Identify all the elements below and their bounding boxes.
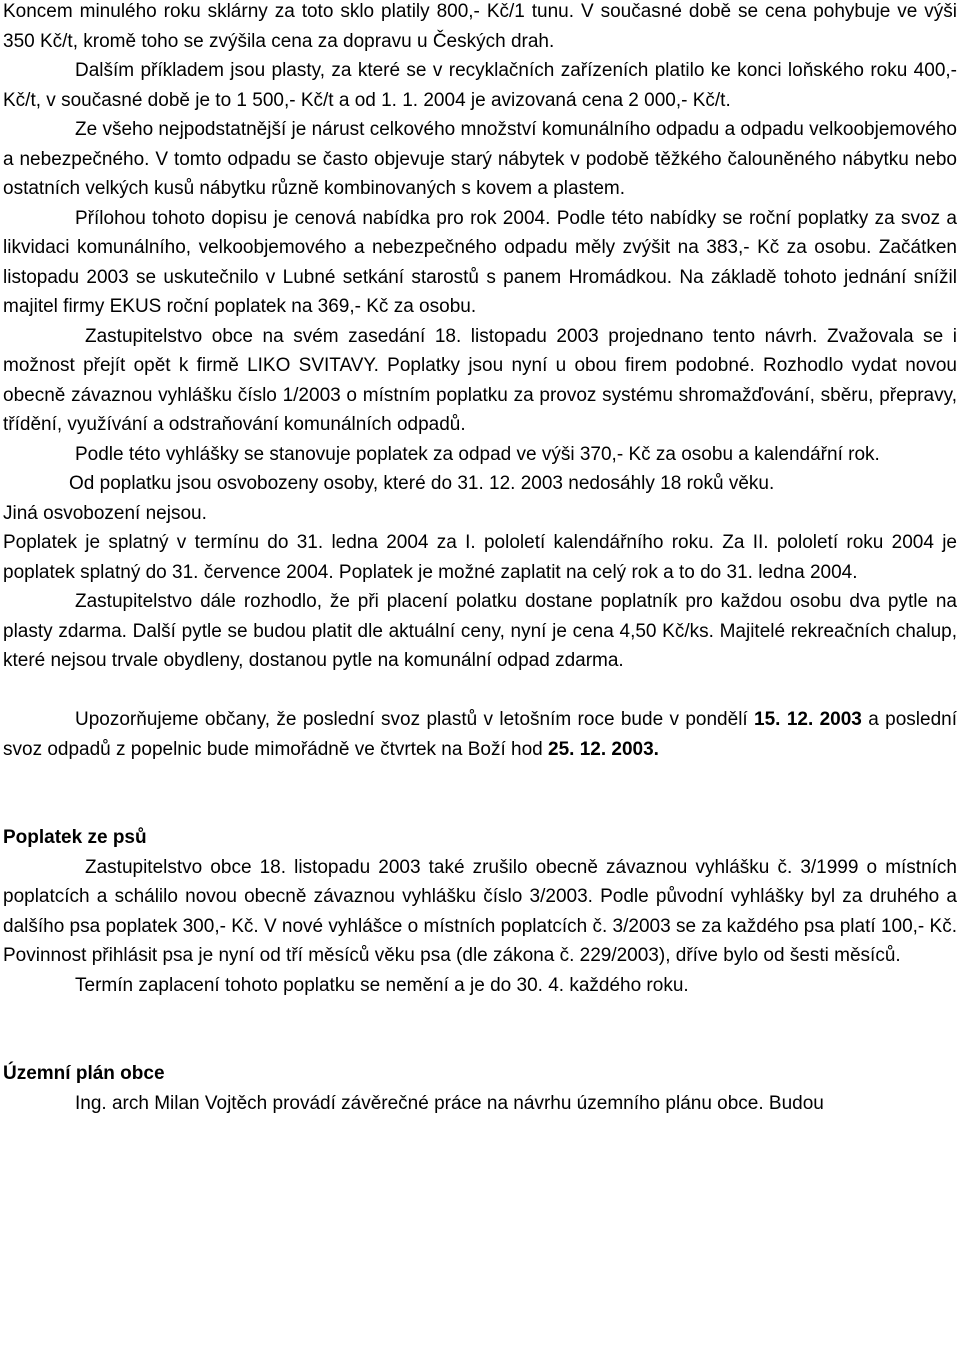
spacer (3, 676, 957, 706)
paragraph-plastic-bags: Zastupitelstvo dále rozhodlo, že při placení polatku dostane poplatník pro každou osobu dva pytle na plasty zdarma. Další pytle se budou platit dle aktuální ceny, nyní je cena 4,50 Kč/ks. Majitelé rekreačních chalup, které nejsou trvale obydleny, dostanou pytle na komunální odpad zdarma. (3, 591, 957, 671)
notice-date-bins: 25. 12. 2003. (548, 738, 659, 760)
paragraph-no-other-exemption: Jiná osvobození nejsou. (3, 502, 207, 524)
notice-text-1: Upozorňujeme občany, že poslední svoz plastů v letošním roce bude v pondělí (75, 709, 755, 730)
paragraph-collection-notice (3, 705, 957, 764)
notice-date-plastics: 15. 12. 2003 (754, 709, 862, 730)
paragraph-payment-terms: Poplatek je splatný v termínu do 31. ledna 2004 za I. pololetí kalendářního roku. Za II. pololetí roku 2004 je poplatek splatný do 31. července 2004. Poplatek je možné zaplatit na celý rok a to do 31. ledna 2004. (3, 532, 957, 583)
heading-dog-fee: Poplatek ze psů (3, 827, 147, 848)
paragraph-dog-fee: Zastupitelstvo obce 18. listopadu 2003 také zrušilo obecně závaznou vyhlášku č. 3/1999 o místních poplatcích a schálilo novou obecně závaznou vyhlášku číslo 3/2003. Podle původní vyhlášky byl za druhého a dalšího psa poplatek 300,- Kč. V nové vyhlášce o místních poplatcích č. 3/2003 se za každého psa platí 100,- Kč. Povinnost přihlásit psa je nyní od tří měsíců věku psa (dle zákona č. 229/2003), dříve bylo od šesti měsíců. (3, 856, 957, 966)
paragraph-glass-price: Koncem minulého roku sklárny za toto sklo platily 800,- Kč/1 tunu. V současné době se cena pohybuje ve výši 350 Kč/t, kromě toho se zvýšila cena za dopravu u Českých drah. (3, 1, 957, 52)
paragraph-exemption: Od poplatku jsou osvobozeny osoby, které do 31. 12. 2003 nedosáhly 18 roků věku. (69, 473, 775, 494)
spacer (3, 1000, 957, 1059)
paragraph-council-decision: Zastupitelstvo obce na svém zasedání 18. listopadu 2003 projednano tento návrh. Zvažovala se i možnost přejít opět k firmě LIKO SVITAVY. Poplatky jsou nyní u obou firem podobné. Rozhodlo vydat novou obecně závaznou vyhlášku číslo 1/2003 o místním poplatku za provoz systému shromažďování, sběru, přepravy, třídění, využívání a odstraňování komunálních odpadů. (3, 325, 957, 435)
paragraph-plastics-price: Dalším příkladem jsou plasty, za které se v recyklačních zařízeních platilo ke konci loňského roku 400,- Kč/t, v současné době je to 1 500,- Kč/t a od 1. 1. 2004 je avizovaná cena 2 000,- Kč/t. (3, 60, 957, 111)
paragraph-zoning-plan: Ing. arch Milan Vojtěch provádí závěrečné práce na návrhu územního plánu obce. Budou (75, 1092, 824, 1114)
paragraph-fee-amount: Podle této vyhlášky se stanovuje poplatek za odpad ve výši 370,- Kč za osobu a kalendářní rok. (75, 443, 880, 465)
spacer (3, 764, 957, 823)
paragraph-dog-fee-deadline: Termín zaplacení tohoto poplatku se nemění a je do 30. 4. každého roku. (75, 974, 689, 996)
notice-text-2: a poslední svoz odpadů z popelnic bude mimořádně ve čtvrtek na Boží hod (3, 709, 957, 760)
document-body (3, 0, 957, 1118)
paragraph-waste-growth: Ze všeho nejpodstatnější je nárust celkového množství komunálního odpadu a odpadu velkoobjemového a nebezpečného. V tomto odpadu se často objevuje starý nábytek v podobě těžkého čalouněného nábytku nebo ostatních velkých kusů nábytku různě kombinovaných s kovem a plastem. (3, 119, 957, 199)
paragraph-price-offer: Přílohou tohoto dopisu je cenová nabídka pro rok 2004. Podle této nabídky se roční poplatky za svoz a likvidaci komunálního, velkoobjemového a nebezpečného odpadu měly zvýšit na 383,- Kč za osobu. Začátken listopadu 2003 se uskutečnilo v Lubné setkání starostů s panem Hromádkou. Na základě tohoto jednání snížil majitel firmy EKUS roční poplatek na 369,- Kč za osobu. (3, 207, 957, 317)
heading-zoning-plan: Územní plán obce (3, 1063, 165, 1084)
